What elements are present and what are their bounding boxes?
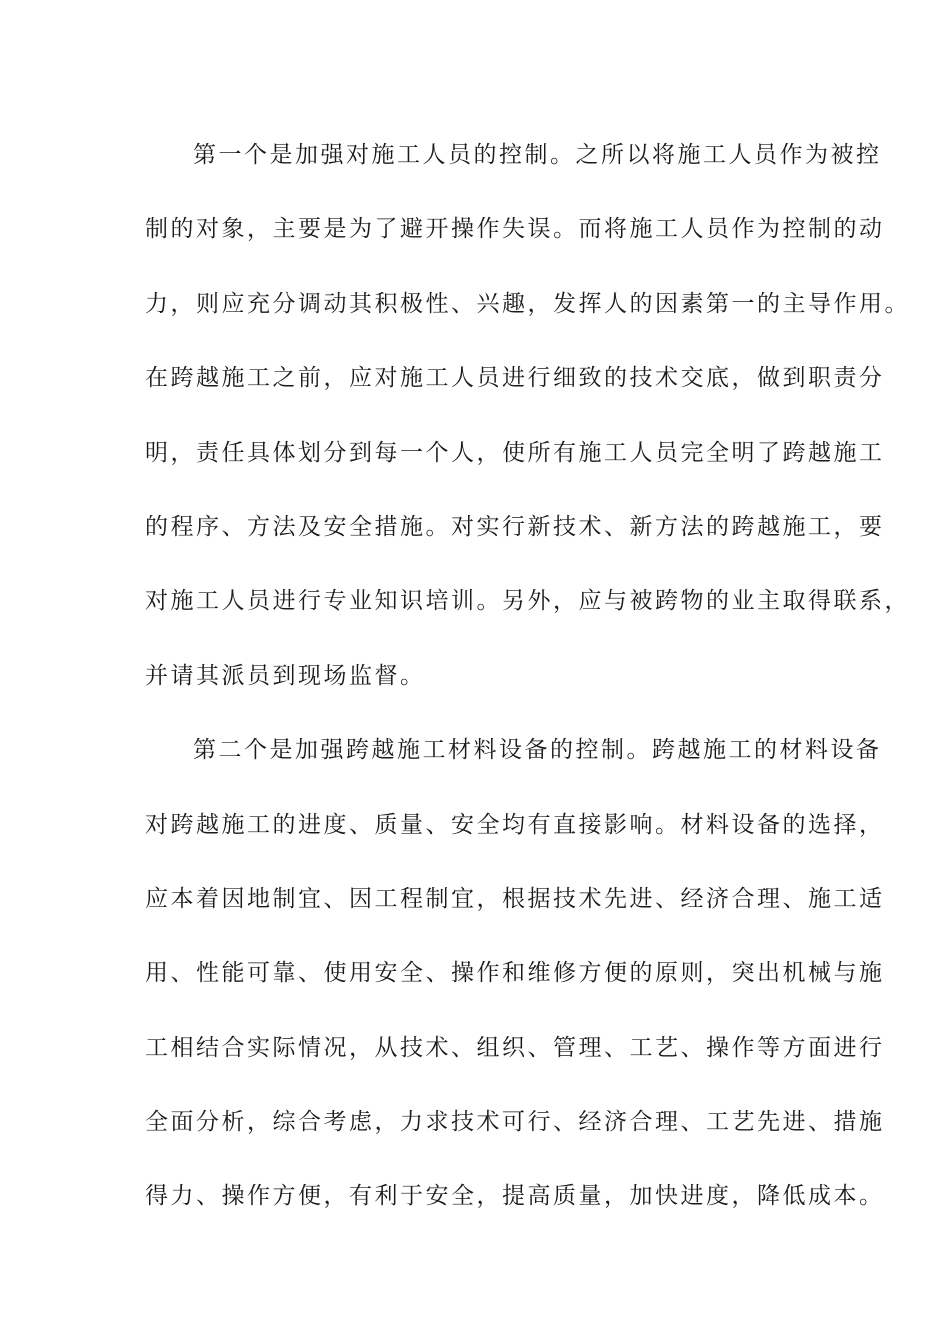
paragraph-line: 工相结合实际情况，从技术、组织、管理、工艺、操作等方面进行: [145, 1034, 885, 1061]
paragraph-line: 对跨越施工的进度、质量、安全均有直接影响。材料设备的选择，: [145, 811, 885, 838]
paragraph-line: 的程序、方法及安全措施。对实行新技术、新方法的跨越施工，要: [145, 513, 885, 540]
paragraph-1: [145, 118, 910, 713]
paragraph-line: 得力、操作方便，有利于安全，提高质量，加快进度，降低成本。: [145, 1183, 885, 1210]
paragraph-line: 全面分析，综合考虑，力求技术可行、经济合理、工艺先进、措施: [145, 1109, 885, 1136]
paragraph-line: 在跨越施工之前，应对施工人员进行细致的技术交底，做到职责分: [145, 365, 885, 392]
paragraph-line: 用、性能可靠、使用安全、操作和维修方便的原则，突出机械与施: [145, 960, 885, 987]
paragraph-line: 对施工人员进行专业知识培训。另外，应与被跨物的业主取得联系，: [145, 588, 910, 615]
paragraph-line: 明，责任具体划分到每一个人，使所有施工人员完全明了跨越施工: [145, 439, 885, 466]
paragraph-line: 应本着因地制宜、因工程制宜，根据技术先进、经济合理、施工适: [145, 885, 885, 912]
paragraph-line: 并请其派员到现场监督。: [145, 662, 426, 689]
paragraph-line: 力，则应充分调动其积极性、兴趣，发挥人的因素第一的主导作用。: [145, 290, 910, 317]
paragraph-2: [145, 713, 885, 1234]
paragraph-line: 制的对象，主要是为了避开操作失误。而将施工人员作为控制的动: [145, 216, 885, 243]
paragraph-line: 第一个是加强对施工人员的控制。之所以将施工人员作为被控: [193, 142, 882, 168]
paragraph-line: 第二个是加强跨越施工材料设备的控制。跨越施工的材料设备: [193, 737, 882, 764]
document-body: [145, 118, 910, 1234]
